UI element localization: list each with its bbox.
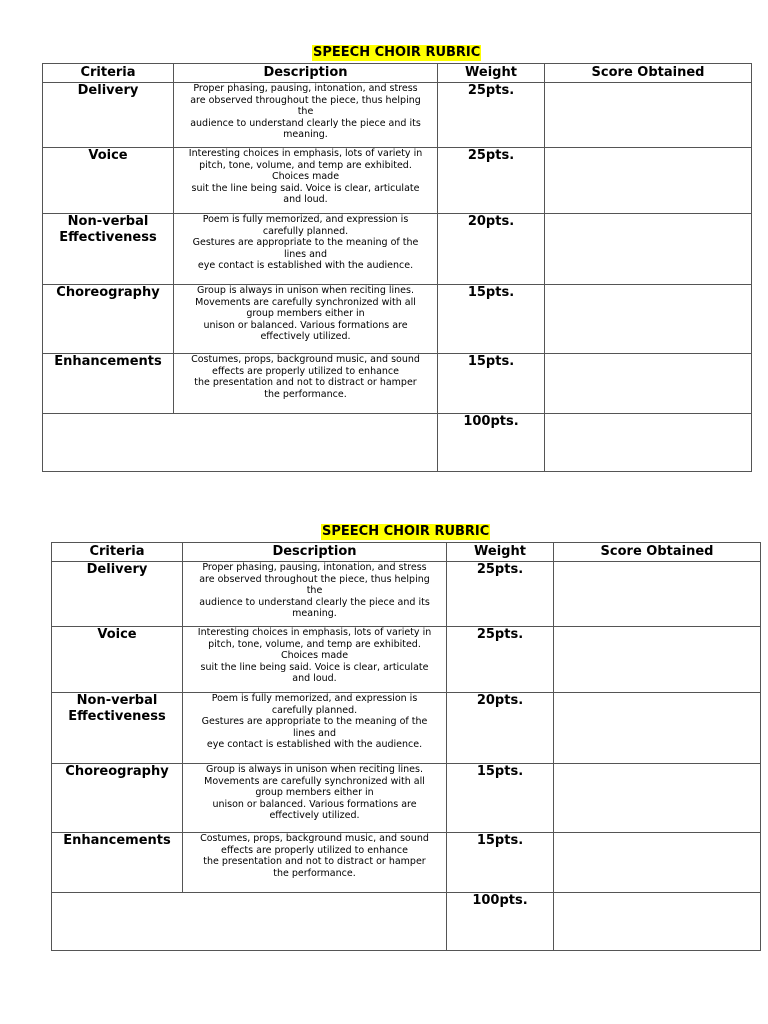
rubric-title: SPEECH CHOIR RUBRIC: [313, 45, 481, 60]
header-row: [43, 64, 752, 83]
description-cell: Poem is fully memorized, and expression is carefully planned. Gestures are appropriate to the meaning of the lines and eye contact is established with the audience.: [174, 214, 438, 285]
criteria-cell: Non-verbal Effectiveness: [43, 214, 174, 285]
total-weight-cell: 100pts.: [447, 893, 554, 951]
score-cell[interactable]: [545, 148, 752, 214]
total-row: [52, 893, 761, 951]
score-cell[interactable]: [545, 83, 752, 148]
description-cell: Group is always in unison when reciting lines. Movements are carefully synchronized with all group members either in unison or balanced. Various formations are effectively utilized.: [183, 764, 447, 833]
header-criteria: Criteria: [43, 64, 174, 83]
description-cell: Interesting choices in emphasis, lots of variety in pitch, tone, volume, and temp are exhibited. Choices made suit the line being said. Voice is clear, articulate and loud.: [174, 148, 438, 214]
header-row: [52, 543, 761, 562]
criteria-cell: Choreography: [52, 764, 183, 833]
rubric-table: [51, 542, 761, 951]
table-row: [52, 833, 761, 893]
header-description: Description: [183, 543, 447, 562]
criteria-cell: Voice: [52, 627, 183, 693]
criteria-cell: Choreography: [43, 285, 174, 354]
description-cell: Costumes, props, background music, and sound effects are properly utilized to enhance the presentation and not to distract or hamper the performance.: [174, 354, 438, 414]
score-cell[interactable]: [545, 285, 752, 354]
score-cell[interactable]: [554, 627, 761, 693]
weight-cell: 25pts.: [447, 627, 554, 693]
score-cell[interactable]: [554, 693, 761, 764]
header-description: Description: [174, 64, 438, 83]
table-row: [43, 285, 752, 354]
header-weight: Weight: [438, 64, 545, 83]
table-row: [52, 562, 761, 627]
criteria-cell: Enhancements: [43, 354, 174, 414]
table-row: [52, 627, 761, 693]
criteria-cell: Enhancements: [52, 833, 183, 893]
criteria-cell: Delivery: [43, 83, 174, 148]
total-row: [43, 414, 752, 472]
weight-cell: 20pts.: [447, 693, 554, 764]
score-cell[interactable]: [554, 764, 761, 833]
header-criteria: Criteria: [52, 543, 183, 562]
weight-cell: 15pts.: [438, 285, 545, 354]
table-row: [43, 214, 752, 285]
rubric-title: SPEECH CHOIR RUBRIC: [322, 524, 490, 539]
total-label-cell: [43, 414, 438, 472]
description-cell: Costumes, props, background music, and sound effects are properly utilized to enhance the presentation and not to distract or hamper the performance.: [183, 833, 447, 893]
weight-cell: 25pts.: [438, 148, 545, 214]
description-cell: Poem is fully memorized, and expression is carefully planned. Gestures are appropriate to the meaning of the lines and eye contact is established with the audience.: [183, 693, 447, 764]
score-cell[interactable]: [554, 562, 761, 627]
weight-cell: 15pts.: [438, 354, 545, 414]
total-label-cell: [52, 893, 447, 951]
total-score-cell[interactable]: [554, 893, 761, 951]
description-cell: Proper phasing, pausing, intonation, and stress are observed throughout the piece, thus helping the audience to understand clearly the piece and its meaning.: [183, 562, 447, 627]
total-weight-cell: 100pts.: [438, 414, 545, 472]
header-score: Score Obtained: [554, 543, 761, 562]
score-cell[interactable]: [545, 354, 752, 414]
weight-cell: 25pts.: [438, 83, 545, 148]
criteria-cell: Delivery: [52, 562, 183, 627]
criteria-cell: Voice: [43, 148, 174, 214]
table-row: [43, 83, 752, 148]
header-score: Score Obtained: [545, 64, 752, 83]
total-score-cell[interactable]: [545, 414, 752, 472]
table-row: [43, 354, 752, 414]
description-cell: Group is always in unison when reciting lines. Movements are carefully synchronized with all group members either in unison or balanced. Various formations are effectively utilized.: [174, 285, 438, 354]
weight-cell: 15pts.: [447, 764, 554, 833]
table-row: [43, 148, 752, 214]
score-cell[interactable]: [554, 833, 761, 893]
criteria-cell: Non-verbal Effectiveness: [52, 693, 183, 764]
rubric-table: [42, 63, 752, 472]
description-cell: Interesting choices in emphasis, lots of variety in pitch, tone, volume, and temp are exhibited. Choices made suit the line being said. Voice is clear, articulate and loud.: [183, 627, 447, 693]
weight-cell: 20pts.: [438, 214, 545, 285]
table-row: [52, 764, 761, 833]
header-weight: Weight: [447, 543, 554, 562]
weight-cell: 25pts.: [447, 562, 554, 627]
table-row: [52, 693, 761, 764]
weight-cell: 15pts.: [447, 833, 554, 893]
description-cell: Proper phasing, pausing, intonation, and stress are observed throughout the piece, thus helping the audience to understand clearly the piece and its meaning.: [174, 83, 438, 148]
score-cell[interactable]: [545, 214, 752, 285]
